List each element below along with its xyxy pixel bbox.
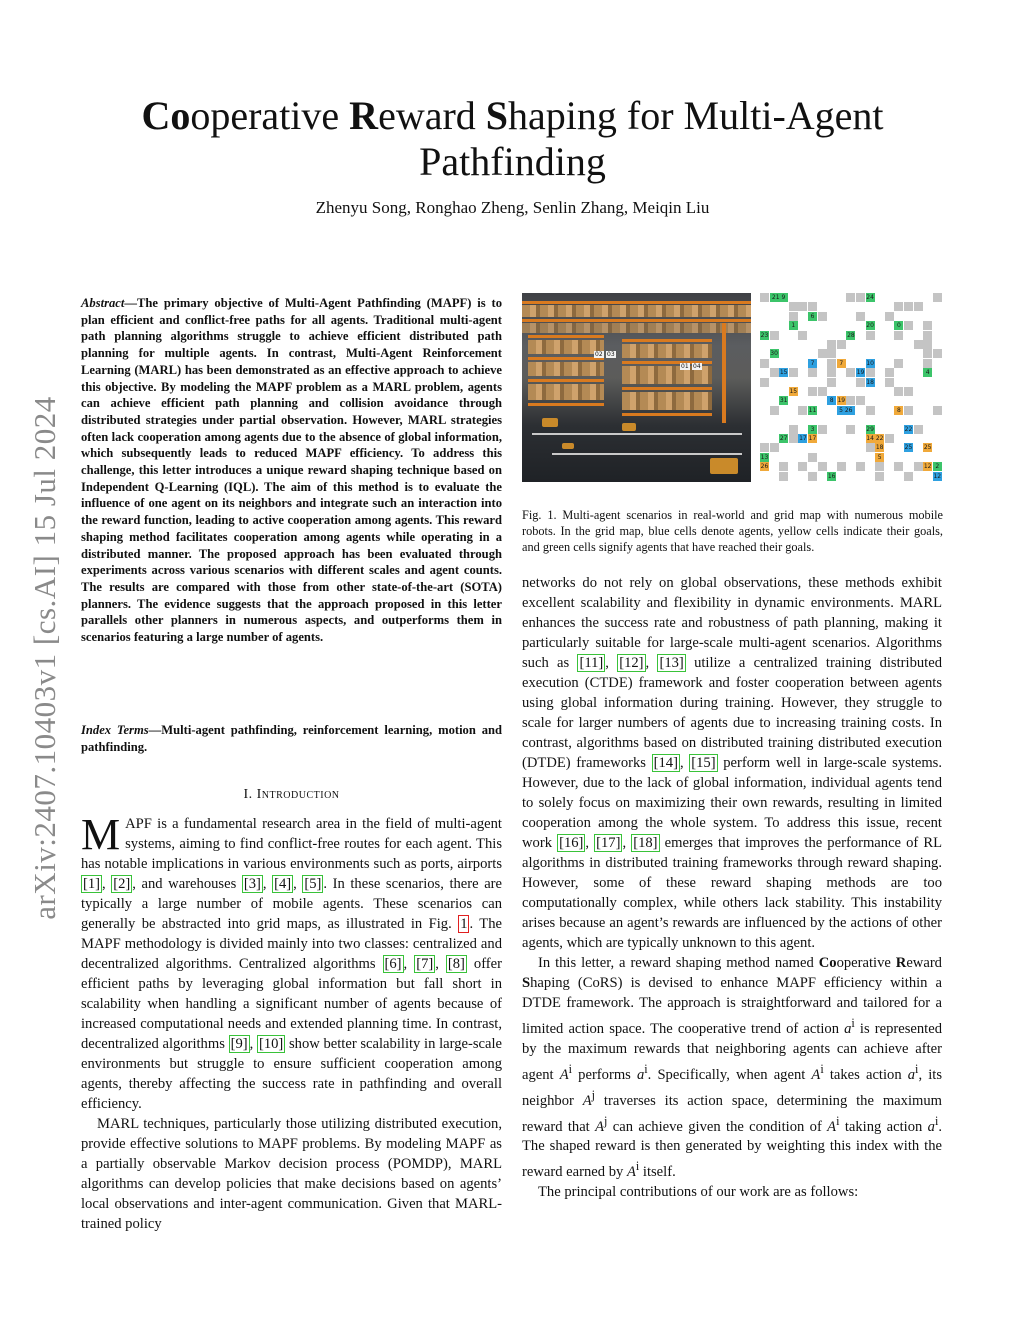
citation-link[interactable]: [2]: [113, 876, 131, 892]
grid-obstacle-cell: [846, 425, 855, 434]
citation-link[interactable]: [14]: [653, 755, 678, 771]
grid-obstacle-cell: [894, 302, 903, 311]
arxiv-id-text: arXiv:2407.10403v1 [cs.AI] 15 Jul 2024: [27, 395, 62, 920]
drop-cap: M: [81, 810, 121, 859]
grid-agent-cell: 8: [827, 396, 836, 405]
citation-link[interactable]: [9]: [230, 1036, 248, 1052]
grid-obstacle-cell: [846, 368, 855, 377]
grid-obstacle-cell: [894, 359, 903, 368]
grid-map: [760, 293, 943, 482]
grid-agent-cell: 12: [933, 472, 942, 480]
grid-obstacle-cell: [808, 472, 817, 481]
grid-agent-cell: 28: [847, 331, 855, 339]
grid-obstacle-cell: [798, 462, 807, 471]
grid-agent-cell: 15: [789, 388, 798, 395]
grid-agent-cell: 10: [866, 359, 874, 367]
grid-obstacle-cell: [904, 321, 913, 330]
grid-agent-cell: 18: [875, 444, 884, 452]
grid-obstacle-cell: [827, 340, 836, 349]
grid-obstacle-cell: [760, 293, 769, 302]
grid-obstacle-cell: [923, 349, 932, 358]
grid-agent-cell: 13: [760, 453, 769, 461]
grid-agent-cell: 22: [875, 435, 884, 442]
grid-obstacle-cell: [798, 406, 807, 415]
grid-obstacle-cell: [789, 368, 798, 377]
shelf-tag: 03: [607, 351, 615, 358]
grid-obstacle-cell: [866, 368, 875, 377]
grid-agent-cell: 7: [808, 359, 817, 368]
figure-ref-link[interactable]: 1: [460, 916, 468, 932]
author-list: Zhenyu Song, Ronghao Zheng, Senlin Zhang, Meiqin Liu: [315, 198, 710, 217]
grid-obstacle-cell: [866, 331, 875, 340]
grid-obstacle-cell: [885, 378, 894, 387]
grid-obstacle-cell: [818, 425, 827, 434]
paper-title: Cooperative Reward Shaping for Multi-Agent Pathfinding: [141, 93, 884, 184]
grid-obstacle-cell: [933, 293, 942, 302]
grid-obstacle-cell: [760, 359, 769, 368]
grid-agent-cell: 25: [904, 444, 913, 452]
grid-obstacle-cell: [885, 368, 894, 377]
citation-link[interactable]: [17]: [596, 835, 621, 851]
grid-obstacle-cell: [818, 312, 827, 321]
grid-agent-cell: 23: [760, 331, 769, 339]
citation-link[interactable]: [6]: [384, 956, 402, 972]
grid-obstacle-cell: [914, 340, 923, 349]
grid-agent-cell: 18: [866, 378, 874, 386]
right-paragraph-2: In this letter, a reward shaping method named Cooperative Reward Shaping (CoRS) is devised to enhance MAPF efficiency within a DTDE framework. The approach is straightforward and tailored for a limited action space. The cooperative trend of action $a^i$ is represented by the maximum rewards that neighboring agents can achieve after agent $A^i$ performs $a^i$. Specifically, when agent $A^i$ takes action $a^i$, its neighbor $A^j$ traverses its action space, determining the maximum reward that $A^j$ can achieve given the condition of $A^i$ taking action $a^i$. The shaped reward is then generated by weighting this index with the reward earned by $A^i$ itself.: [522, 955, 942, 1181]
citation-link[interactable]: [18]: [633, 835, 658, 851]
grid-obstacle-cell: [818, 462, 827, 471]
abstract-text: —The primary objective of Multi-Agent Pathfinding (MAPF) is to plan efficient and conflict-free paths for all agents. Traditional multi-agent path planning algorithms struggle to achieve efficient distributed path planning for multiple agents. In contrast, Multi-Agent Reinforcement Learning (MARL) has been demonstrated as an effective approach to achieve this objective. By modeling the MAPF problem as a MARL problem, agents can achieve efficient path planning and collision avoidance through distributed strategies under partial observation. However, MARL strategies often lack cooperation among agents due to the absence of global information, which subsequently leads to reduced MAPF efficiency. To address this challenge, this letter introduces a unique reward shaping technique based on Independent Q-Learning (IQL). The aim of this method is to evaluate the influence of one agent on its neighbors and integrate such an interaction into the reward function, leading to active cooperation among agents. This reward shaping method facilitates cooperation among agents while operating in a distributed manner. The proposed approach has been evaluated through experiments across various scenarios with different scales and agent counts. The results are compared with those from other state-of-the-art (SOTA) planners. The evidence suggests that the approach proposed in this letter parallels other planners in numerous aspects, and outperforms them in scenarios featuring a large number of agents.: [81, 296, 502, 645]
grid-obstacle-cell: [894, 387, 903, 396]
grid-agent-cell: 5: [875, 453, 884, 462]
citation-link[interactable]: [13]: [659, 655, 684, 671]
grid-agent-cell: 31: [779, 397, 788, 405]
citation-link[interactable]: [5]: [304, 876, 322, 892]
grid-obstacle-cell: [923, 321, 932, 330]
grid-obstacle-cell: [808, 453, 817, 462]
grid-agent-cell: 11: [808, 406, 817, 414]
grid-agent-cell: 25: [923, 444, 932, 452]
grid-obstacle-cell: [914, 302, 923, 311]
grid-obstacle-cell: [818, 349, 827, 358]
grid-obstacle-cell: [827, 378, 836, 387]
title-line-2: Pathfinding: [419, 139, 606, 184]
citation-link[interactable]: [7]: [416, 956, 434, 972]
grid-obstacle-cell: [933, 406, 942, 415]
grid-obstacle-cell: [856, 293, 865, 302]
grid-obstacle-cell: [923, 331, 932, 340]
grid-obstacle-cell: [904, 387, 913, 396]
index-terms-text: —Multi-agent pathfinding, reinforcement learning, motion and pathfinding.: [81, 723, 503, 754]
grid-obstacle-cell: [866, 406, 875, 415]
citation-link[interactable]: [1]: [83, 876, 101, 892]
grid-obstacle-cell: [827, 349, 836, 358]
figure-1: [522, 293, 943, 482]
grid-agent-cell: 26: [760, 463, 769, 471]
abstract-label: Abstract: [81, 296, 125, 310]
grid-agent-cell: 2: [933, 462, 942, 471]
grid-obstacle-cell: [875, 472, 884, 481]
grid-obstacle-cell: [914, 462, 923, 471]
grid-obstacle-cell: [779, 462, 788, 471]
arxiv-identifier: [20, 375, 70, 940]
grid-obstacle-cell: [904, 472, 913, 481]
grid-obstacle-cell: [875, 462, 884, 471]
grid-obstacle-cell: [856, 378, 865, 387]
grid-obstacle-cell: [789, 302, 798, 311]
grid-agent-cell: 21 9: [770, 293, 788, 302]
grid-obstacle-cell: [808, 368, 817, 377]
grid-obstacle-cell: [885, 434, 894, 443]
right-paragraph-3: The principal contributions of our work are as follows:: [538, 1184, 859, 1201]
citation-link[interactable]: [12]: [619, 655, 644, 671]
grid-agent-cell: 17: [808, 435, 817, 442]
grid-obstacle-cell: [856, 396, 865, 405]
abstract: [81, 295, 502, 646]
citation-link[interactable]: [4]: [274, 876, 292, 892]
grid-obstacle-cell: [798, 302, 807, 311]
grid-obstacle-cell: [856, 462, 865, 471]
grid-obstacle-cell: [770, 406, 779, 415]
grid-agent-cell: 5 26: [837, 406, 855, 415]
grid-obstacle-cell: [798, 331, 807, 340]
grid-agent-cell: 4: [923, 368, 932, 377]
intro-paragraph-2: MARL techniques, particularly those utilizing distributed execution, provide effective solutions to MAPF problems. By modeling MAPF as a partially observable Markov decision process (POMDP), MARL algorithms can develop policies that make decisions based on agents’ local observations and inter-agent communication. Given that MARL-trained policy: [81, 1116, 502, 1232]
grid-obstacle-cell: [904, 406, 913, 415]
grid-obstacle-cell: [818, 387, 827, 396]
citation-link[interactable]: [15]: [691, 755, 716, 771]
citation-link[interactable]: [11]: [579, 655, 604, 671]
grid-obstacle-cell: [760, 443, 769, 452]
grid-agent-cell: 7: [837, 359, 846, 368]
index-terms-label: Index Terms: [81, 723, 149, 737]
citation-link[interactable]: [10]: [258, 1036, 284, 1052]
section-heading-introduction: I. Introduction: [243, 787, 340, 802]
citation-link[interactable]: [3]: [243, 876, 261, 892]
grid-obstacle-cell: [760, 378, 769, 387]
grid-agent-cell: 1: [789, 321, 798, 330]
shelf-tag: 01: [681, 363, 689, 370]
grid-obstacle-cell: [837, 340, 846, 349]
intro-paragraph-1: MAPF is a fundamental research area in the field of multi-agent systems, aiming to find conflict-free routes for each agent. This has notable implications in various environments such as ports, airports [1] , [2] , and warehouses [3] , [4] , [5] . In these scenarios, there are typically a large number of mobile agents. These scenarios can generally be abstracted into grid maps, as illustrated in Fig. 1 . The MAPF methodology is divided mainly into two classes: centralized and decentralized algorithms. Centralized algorithms [6] , [7] , [8] offer efficient paths by leveraging global information but fall short in scalability when handling a significant number of agents because of increased computational needs and extended planning time. In contrast, decentralized algorithms [9] , [10] show better scalability in large-scale environments but struggle to ensure sufficient cooperation among agents, thereby affecting the success rate in pathfinding and overall efficiency.: [81, 810, 503, 1112]
grid-obstacle-cell: [933, 349, 942, 358]
grid-agent-cell: 30: [770, 350, 778, 358]
grid-obstacle-cell: [789, 434, 798, 443]
grid-agent-cell: 3: [808, 425, 817, 434]
grid-agent-cell: 29: [866, 425, 874, 433]
grid-agent-cell: 0: [894, 321, 903, 330]
grid-agent-cell: 16: [827, 472, 836, 480]
grid-obstacle-cell: [808, 387, 817, 396]
grid-agent-cell: 14: [866, 435, 874, 442]
grid-obstacle-cell: [894, 331, 903, 340]
grid-obstacle-cell: [894, 462, 903, 471]
grid-obstacle-cell: [846, 293, 855, 302]
grid-obstacle-cell: [789, 312, 798, 321]
warehouse-photo: [522, 293, 751, 482]
index-terms: [81, 722, 502, 755]
grid-agent-cell: 22: [904, 425, 913, 433]
citation-link[interactable]: [16]: [559, 835, 584, 851]
grid-obstacle-cell: [779, 472, 788, 481]
grid-obstacle-cell: [904, 302, 913, 311]
grid-obstacle-cell: [770, 331, 779, 340]
grid-agent-cell: 20: [866, 322, 874, 330]
grid-agent-cell: 15: [779, 369, 788, 377]
citation-link[interactable]: [8]: [447, 956, 465, 972]
grid-agent-cell: 24: [866, 294, 874, 301]
figure-caption: Fig. 1. Multi-agent scenarios in real-world and grid map with numerous mobile robots. In the grid map, blue cells denote agents, yellow cells indicate their goals, and green cells signify agents that have reached their goals.: [522, 508, 943, 554]
grid-obstacle-cell: [808, 302, 817, 311]
grid-obstacle-cell: [770, 443, 779, 452]
grid-obstacle-cell: [770, 368, 779, 377]
grid-obstacle-cell: [837, 462, 846, 471]
grid-agent-cell: 17: [799, 435, 807, 442]
grid-agent-cell: 19: [837, 397, 846, 405]
grid-obstacle-cell: [827, 368, 836, 377]
grid-agent-cell: 6: [808, 312, 817, 321]
grid-agent-cell: 27: [779, 435, 788, 442]
grid-obstacle-cell: [923, 340, 932, 349]
grid-obstacle-cell: [827, 359, 836, 368]
grid-obstacle-cell: [914, 425, 923, 434]
grid-obstacle-cell: [923, 359, 932, 368]
grid-obstacle-cell: [856, 312, 865, 321]
grid-agent-cell: 12: [923, 463, 932, 471]
introduction-body: [81, 810, 503, 1234]
right-column-body: [522, 573, 942, 1202]
grid-obstacle-cell: [866, 443, 875, 452]
shelf-tag: 02: [595, 351, 603, 358]
shelf-tag: 04: [693, 363, 701, 370]
grid-agent-cell: 19: [856, 369, 865, 377]
grid-agent-cell: 8: [894, 406, 903, 415]
right-paragraph-1: networks do not rely on global observations, these methods exhibit excellent scalability and flexibility in dynamic environments. MARL enhances the success rate and robustness of path planning, making it particularly suitable for large-scale multi-agent scenarios. Algorithms such as [11] , [12] , [13] utilize a centralized training distributed execution (CTDE) framework and foster cooperation between agents using global information during training. However, they struggle to scale for larger numbers of agents due to increasing training costs. In contrast, algorithms based on distributed training distributed execution (DTDE) frameworks [14] , [15] perform well in large-scale systems. However, due to the lack of global information, individual agents tend to solely focus on maximizing their own rewards, resulting in limited cooperation among the whole system. To address this issue, recent work [16] , [17] , [18] emerges that improves the performance of RL algorithms in distributed training frameworks through reward shaping. However, some of these reward shaping methods are too computationally complex, while others lack stability. This instability arises because an agent’s rewards are influenced by the actions of other agents, which are typically unknown to this agent.: [522, 575, 943, 951]
grid-obstacle-cell: [885, 312, 894, 321]
grid-obstacle-cell: [846, 396, 855, 405]
grid-obstacle-cell: [789, 425, 798, 434]
